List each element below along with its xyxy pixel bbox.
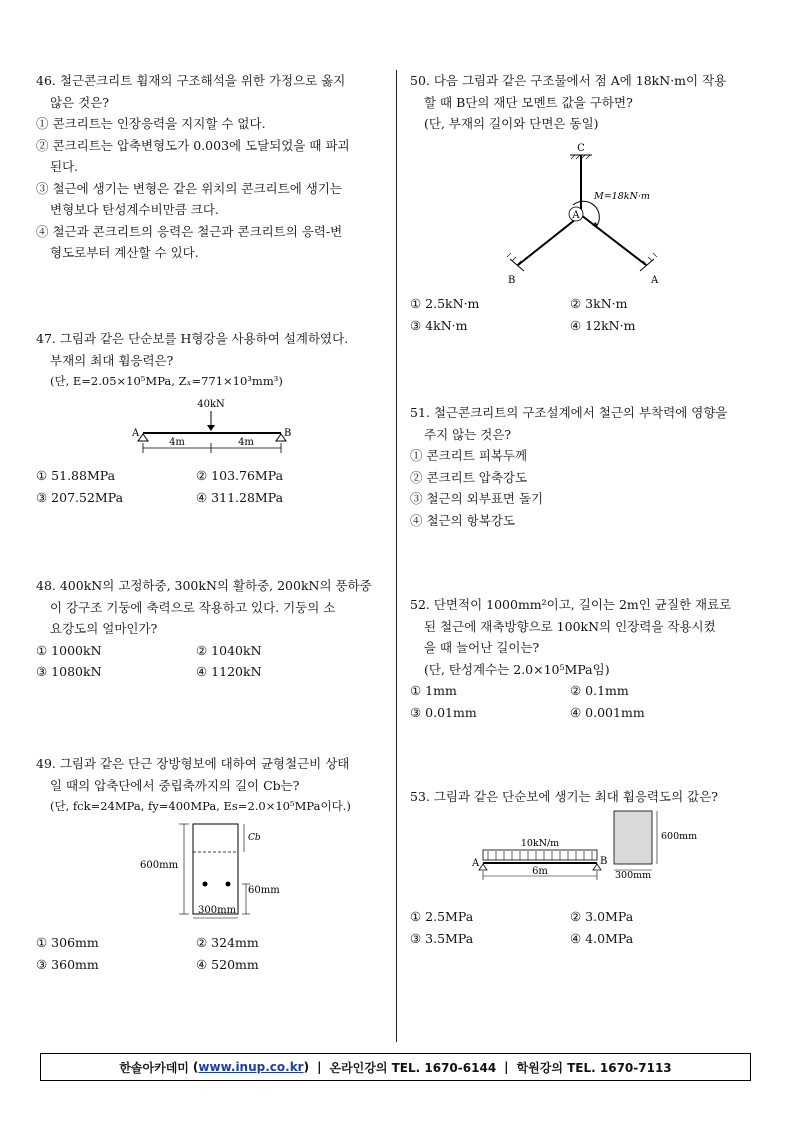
question-47-title: 47. 그림과 같은 단순보를 H형강을 사용하여 설계하였다. — [36, 331, 349, 346]
q53-beam-figure — [410, 808, 760, 906]
q49-option-4: ④ 520mm — [196, 956, 259, 972]
footer-close-paren: ) — [303, 1060, 310, 1074]
q47-option-3: ③ 207.52MPa — [36, 489, 124, 505]
q52-option-1: ① 1mm — [410, 683, 457, 698]
question-52-title-cont2: 을 때 늘어난 길이는? — [424, 640, 540, 655]
footer-bar — [40, 1053, 751, 1081]
q49-cover-label: 60mm — [248, 884, 280, 896]
q50-point-c: C — [577, 142, 585, 154]
q53-point-b: B — [600, 855, 608, 867]
q47-options — [36, 465, 386, 508]
question-52-note: (단, 탄성계수는 2.0×10⁵MPa임) — [424, 661, 610, 677]
q52-options — [410, 680, 760, 723]
q51-option-4: ④ 철근의 항복강도 — [410, 512, 515, 528]
footer-website-link[interactable]: www.inup.co.kr — [198, 1060, 304, 1074]
q47-option-1: ① 51.88MPa — [36, 468, 116, 483]
footer-online-phone: 온라인강의 TEL. 1670-6144 — [329, 1060, 497, 1075]
q51-option-2: ② 콘크리트 압축강도 — [410, 469, 528, 485]
question-51-title-cont: 주지 않는 것은? — [424, 426, 512, 442]
question-47-title-cont: 부재의 최대 휨응력은? — [50, 352, 174, 368]
question-49-title-cont: 일 때의 압축단에서 중립축까지의 길이 Cb는? — [50, 777, 300, 793]
question-48-title: 48. 400kN의 고정하중, 300kN의 활하중, 200kN의 풍하중 — [36, 578, 372, 593]
q49-width-label: 300mm — [198, 904, 237, 916]
question-50-title-cont: 할 때 B단의 재단 모멘트 값을 구하면? — [424, 94, 633, 110]
q47-point-a: A — [132, 427, 140, 439]
q47-span-1: 4m — [169, 436, 185, 448]
q53-load-label: 10kN/m — [520, 837, 560, 849]
q46-option-3-cont: 변형보다 탄성계수비만큼 크다. — [50, 202, 219, 217]
q52-option-4: ④ 0.001mm — [570, 704, 645, 720]
question-50 — [410, 70, 760, 336]
q46-option-2-cont: 된다. — [50, 159, 79, 174]
question-52 — [410, 594, 760, 723]
q47-option-2: ② 103.76MPa — [196, 468, 284, 483]
question-49-note: (단, fck=24MPa, fy=400MPa, Es=2.0×10⁵MPa이다.) — [50, 799, 351, 813]
q49-options — [36, 932, 386, 975]
q50-option-2: ② 3kN·m — [570, 296, 628, 311]
question-48-title-cont2: 요강도의 얼마인가? — [50, 621, 158, 636]
q49-section-figure — [36, 818, 386, 926]
q46-option-4: ④ 철근과 콘크리트의 응력은 철근과 콘크리트의 응력-변 — [36, 223, 343, 239]
question-52-title: 52. 단면적이 1000mm²이고, 길이는 2m인 균질한 재료로 — [410, 597, 732, 612]
q53-option-3: ③ 3.5MPa — [410, 930, 474, 946]
q46-option-3: ③ 철근에 생기는 변형은 같은 위치의 콘크리트에 생기는 — [36, 180, 342, 196]
q50-options — [410, 293, 760, 336]
q49-option-3: ③ 360mm — [36, 956, 99, 972]
q48-option-3: ③ 1080kN — [36, 664, 102, 679]
q50-point-a2: A — [651, 274, 659, 286]
footer-separator-2: | — [504, 1060, 509, 1074]
question-46-title-cont: 않은 것은? — [50, 94, 109, 110]
q49-option-1: ① 306mm — [36, 935, 99, 950]
q46-option-4-cont: 형도로부터 계산할 수 있다. — [50, 245, 199, 260]
question-48 — [36, 575, 386, 683]
q47-point-b: B — [284, 427, 292, 439]
q50-point-b: B — [508, 274, 516, 286]
q47-beam-figure — [36, 393, 386, 473]
q48-option-4: ④ 1120kN — [196, 664, 262, 679]
column-divider — [396, 70, 397, 1042]
q46-option-2: ② 콘크리트는 압축변형도가 0.003에 도달되었을 때 파괴 — [36, 137, 350, 153]
q48-option-2: ② 1040kN — [196, 642, 262, 658]
question-50-title: 50. 다음 그림과 같은 구조물에서 점 A에 18kN·m이 작용 — [410, 73, 727, 88]
q53-width-label: 300mm — [615, 869, 652, 881]
question-47 — [36, 328, 386, 508]
q53-option-2: ② 3.0MPa — [570, 909, 634, 924]
q46-option-1: ① 콘크리트는 인장응력을 지지할 수 없다. — [36, 116, 266, 131]
q51-option-1: ① 콘크리트 피복두께 — [410, 448, 528, 463]
q50-moment-label: M=18kN·m — [594, 190, 650, 202]
q49-cb-label: Cb — [248, 832, 261, 843]
footer-academy-name: 한솔아카데미 — [119, 1060, 189, 1075]
q52-option-2: ② 0.1mm — [570, 683, 629, 698]
q48-options — [36, 640, 386, 683]
question-46 — [36, 70, 386, 264]
q49-option-2: ② 324mm — [196, 935, 259, 950]
question-48-title-cont: 이 강구조 기둥에 축력으로 작용하고 있다. 기둥의 소 — [50, 599, 336, 615]
footer-offline-phone: 학원강의 TEL. 1670-7113 — [516, 1060, 672, 1075]
q53-option-1: ① 2.5MPa — [410, 909, 474, 924]
q53-options — [410, 906, 760, 949]
q50-frame-figure — [410, 135, 760, 287]
q53-height-label: 600mm — [661, 830, 698, 842]
q48-option-1: ① 1000kN — [36, 642, 102, 658]
question-50-note: (단, 부재의 길이와 단면은 동일) — [424, 116, 599, 131]
question-47-note: (단, E=2.05×10⁵MPa, Zₓ=771×10³mm³) — [50, 374, 283, 388]
q50-option-4: ④ 12kN·m — [570, 317, 636, 333]
q53-span-label: 6m — [532, 865, 548, 877]
q50-point-a: A — [572, 209, 580, 221]
q53-point-a: A — [472, 857, 480, 869]
question-53-title: 53. 그림과 같은 단순보에 생기는 최대 휨응력도의 값은? — [410, 789, 718, 804]
question-49-title: 49. 그림과 같은 단근 장방형보에 대하여 균형철근비 상태 — [36, 756, 350, 771]
question-51-title: 51. 철근콘크리트의 구조설계에서 철근의 부착력에 영향을 — [410, 405, 728, 420]
question-51 — [410, 402, 760, 531]
q50-option-3: ③ 4kN·m — [410, 317, 468, 333]
question-46-title: 46. 철근콘크리트 휨재의 구조해석을 위한 가정으로 옳지 — [36, 73, 346, 88]
q50-option-1: ① 2.5kN·m — [410, 296, 480, 311]
q47-load-label: 40kN — [197, 398, 225, 410]
q47-span-2: 4m — [238, 436, 254, 448]
question-52-title-cont: 된 철근에 재축방향으로 100kN의 인장력을 작용시켰 — [424, 618, 716, 634]
q47-option-4: ④ 311.28MPa — [196, 489, 284, 505]
question-53 — [410, 786, 760, 949]
q53-option-4: ④ 4.0MPa — [570, 930, 634, 946]
q49-height-label: 600mm — [140, 859, 179, 871]
question-49 — [36, 753, 386, 975]
q51-option-3: ③ 철근의 외부표면 돌기 — [410, 491, 544, 506]
footer-open-paren: ( — [192, 1060, 199, 1074]
footer-separator-1: | — [317, 1060, 322, 1074]
q52-option-3: ③ 0.01mm — [410, 704, 477, 720]
